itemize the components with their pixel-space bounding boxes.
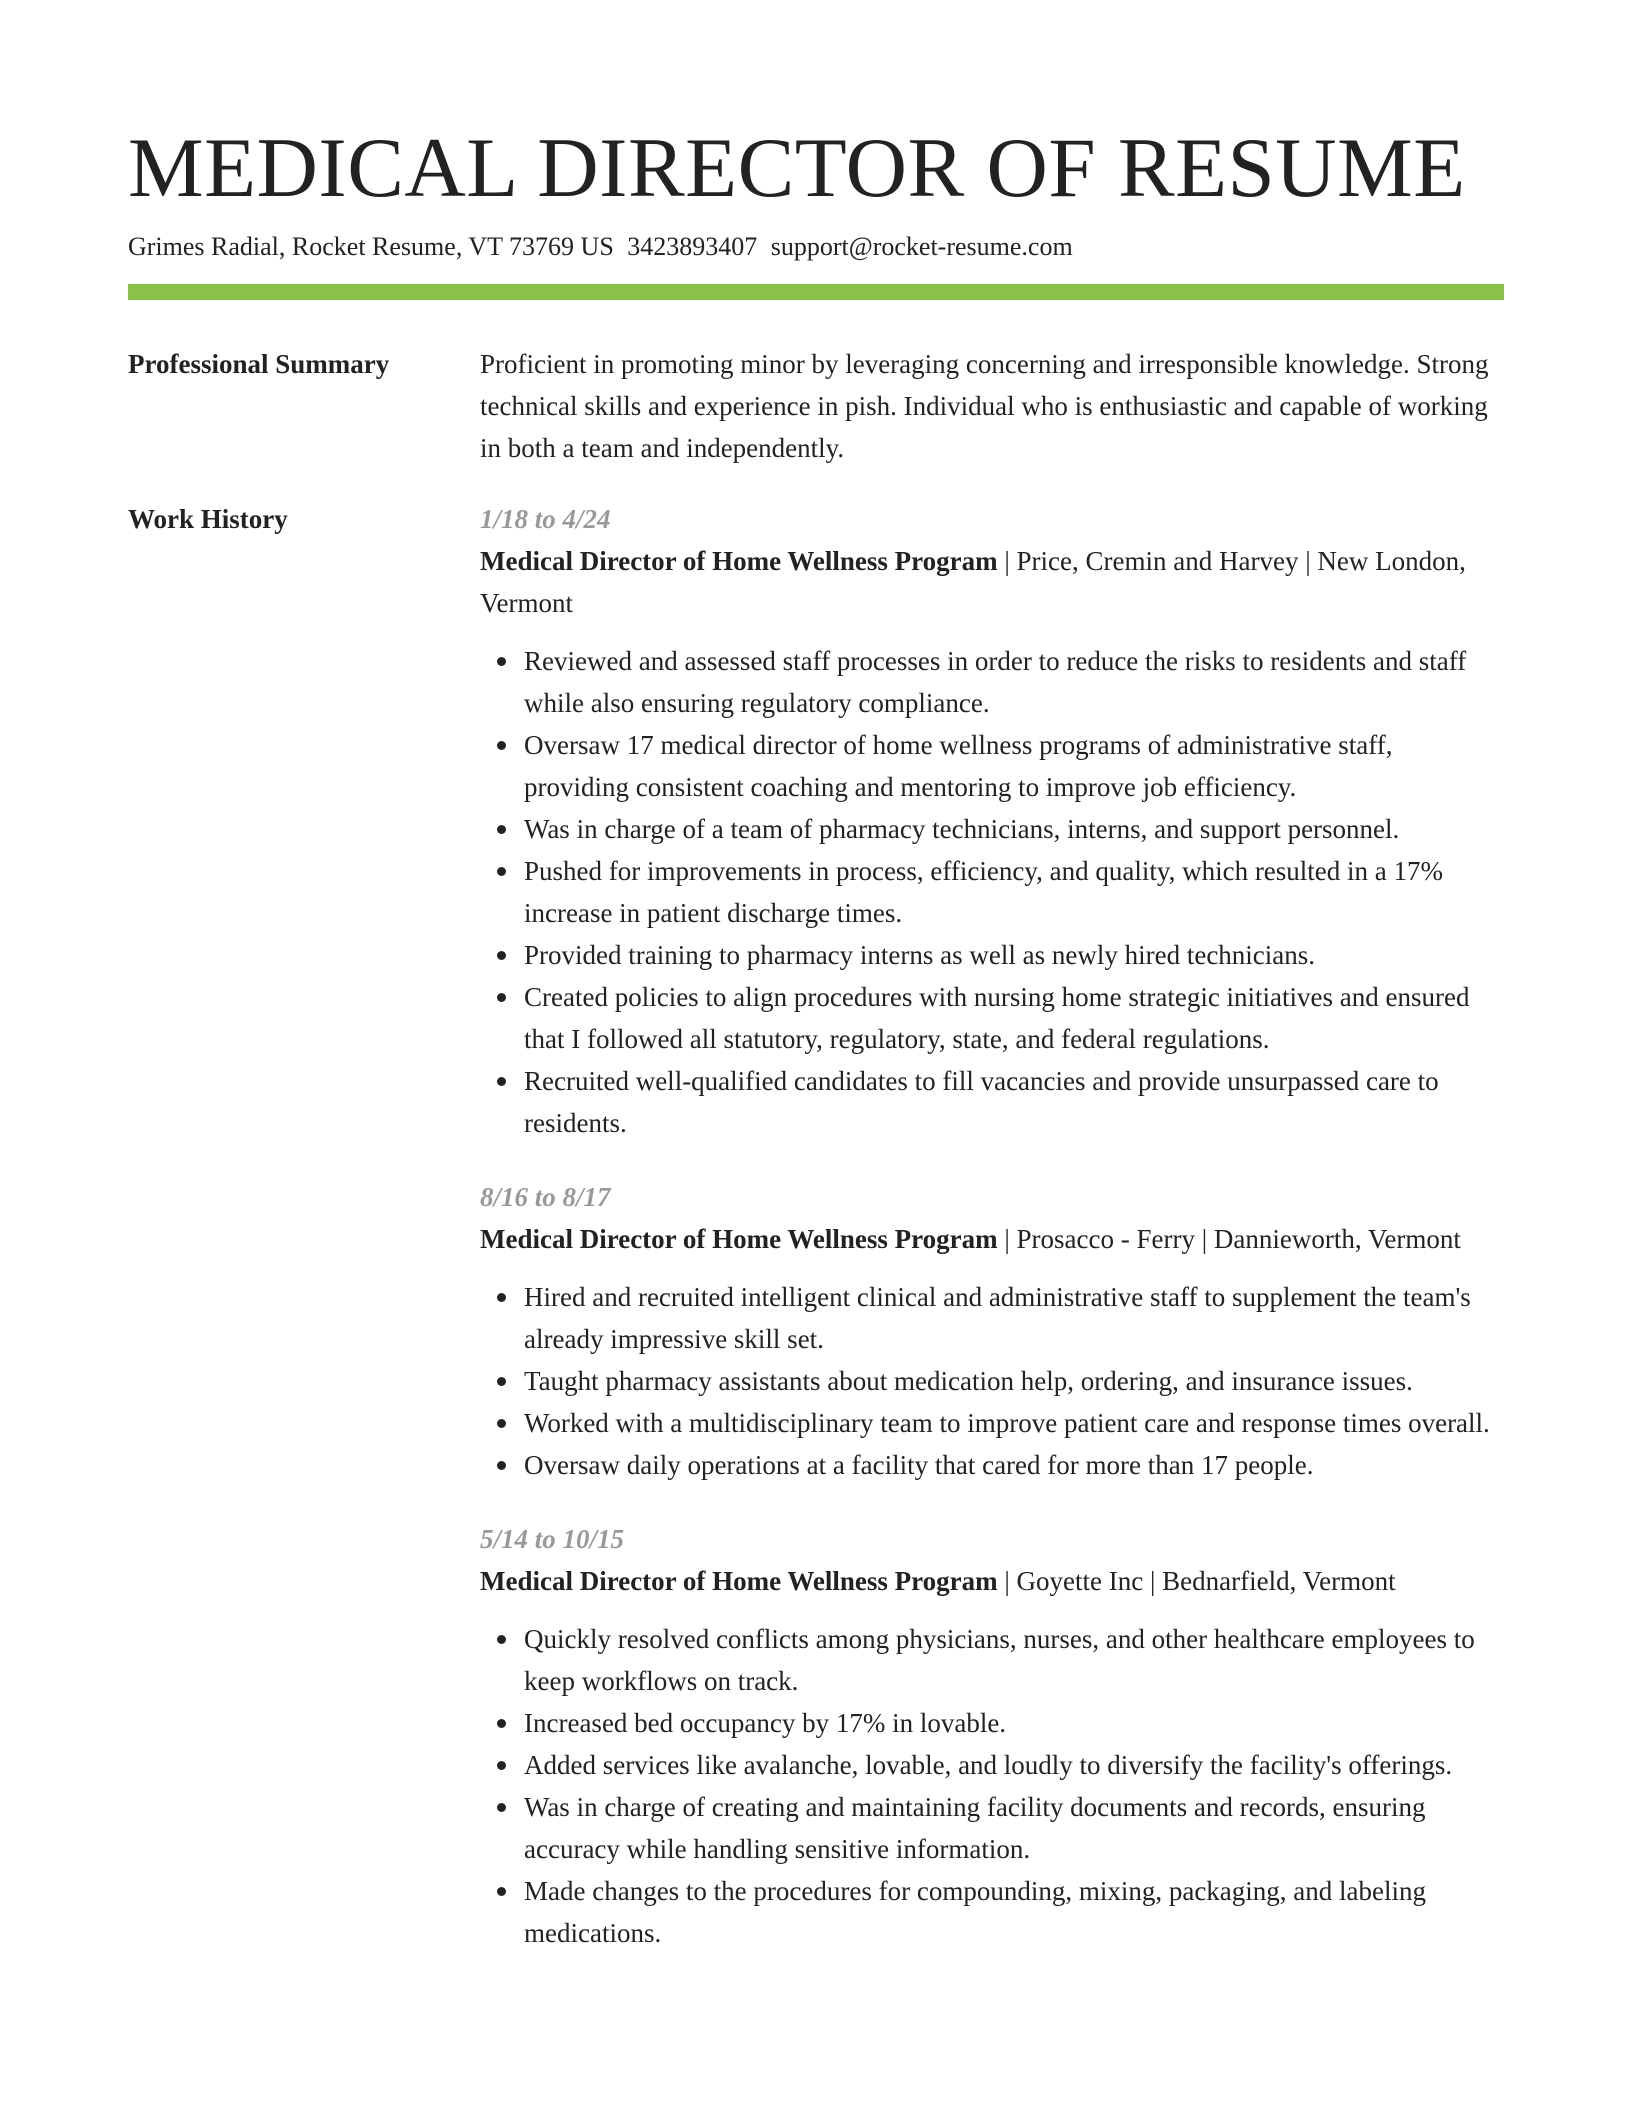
contact-address: Grimes Radial, Rocket Resume, VT 73769 US bbox=[128, 232, 614, 261]
work-history-label: Work History bbox=[128, 504, 288, 534]
job-title: Medical Director of Home Wellness Program bbox=[480, 1566, 998, 1596]
job-entry bbox=[480, 1518, 1504, 1954]
job-bullet-list bbox=[480, 640, 1504, 1144]
job-bullet: Created policies to align procedures with nursing home strategic initiatives and ensured that I followed all statutory, regulatory, state, and federal regulations. bbox=[524, 976, 1504, 1060]
job-entry bbox=[480, 1176, 1504, 1486]
job-bullet-list bbox=[480, 1276, 1504, 1486]
job-bullet: Was in charge of a team of pharmacy technicians, interns, and support personnel. bbox=[524, 808, 1504, 850]
job-dates: 1/18 to 4/24 bbox=[480, 504, 611, 534]
job-bullet: Made changes to the procedures for compounding, mixing, packaging, and labeling medications. bbox=[524, 1870, 1504, 1954]
contact-line bbox=[128, 229, 1504, 265]
job-bullet: Oversaw daily operations at a facility that cared for more than 17 people. bbox=[524, 1444, 1504, 1486]
job-title-line bbox=[480, 1560, 1504, 1602]
job-bullet: Increased bed occupancy by 17% in lovable. bbox=[524, 1702, 1504, 1744]
job-title: Medical Director of Home Wellness Program bbox=[480, 1224, 998, 1254]
contact-email: support@rocket-resume.com bbox=[770, 232, 1073, 261]
job-bullet: Pushed for improvements in process, efficiency, and quality, which resulted in a 17% increase in patient discharge times. bbox=[524, 850, 1504, 934]
job-entry bbox=[480, 498, 1504, 1144]
job-company-location: | Price, Cremin and Harvey | New London, Vermont bbox=[480, 546, 1466, 618]
job-title: Medical Director of Home Wellness Program bbox=[480, 546, 998, 576]
contact-phone: 3423893407 bbox=[627, 232, 758, 261]
job-bullet: Oversaw 17 medical director of home wellness programs of administrative staff, providing consistent coaching and mentoring to improve job efficiency. bbox=[524, 724, 1504, 808]
job-bullet: Taught pharmacy assistants about medication help, ordering, and insurance issues. bbox=[524, 1360, 1504, 1402]
summary-label: Professional Summary bbox=[128, 349, 390, 379]
resume-name: MEDICAL DIRECTOR OF RESUME bbox=[128, 121, 1466, 215]
summary-section bbox=[128, 350, 1504, 469]
job-bullet-list bbox=[480, 1618, 1504, 1954]
summary-text: Proficient in promoting minor by leveraging concerning and irresponsible knowledge. Strong technical skills and experience in pish. Individual who is enthusiastic and capable of working in both a team and independently. bbox=[480, 349, 1489, 463]
job-bullet: Recruited well-qualified candidates to fill vacancies and provide unsurpassed care to residents. bbox=[524, 1060, 1504, 1144]
job-dates: 8/16 to 8/17 bbox=[480, 1182, 611, 1212]
accent-divider bbox=[128, 284, 1504, 300]
job-bullet: Provided training to pharmacy interns as well as newly hired technicians. bbox=[524, 934, 1504, 976]
job-bullet: Added services like avalanche, lovable, and loudly to diversify the facility's offerings. bbox=[524, 1744, 1504, 1786]
job-title-line bbox=[480, 540, 1504, 624]
job-bullet: Reviewed and assessed staff processes in order to reduce the risks to residents and staff while also ensuring regulatory compliance. bbox=[524, 640, 1504, 724]
job-title-line bbox=[480, 1218, 1504, 1260]
job-company-location: | Prosacco - Ferry | Dannieworth, Vermont bbox=[997, 1224, 1461, 1254]
job-bullet: Was in charge of creating and maintaining facility documents and records, ensuring accuracy while handling sensitive information. bbox=[524, 1786, 1504, 1870]
work-history-list bbox=[480, 498, 1504, 1986]
job-bullet: Hired and recruited intelligent clinical and administrative staff to supplement the team's already impressive skill set. bbox=[524, 1276, 1504, 1360]
job-company-location: | Goyette Inc | Bednarfield, Vermont bbox=[997, 1566, 1396, 1596]
job-bullet: Worked with a multidisciplinary team to improve patient care and response times overall. bbox=[524, 1402, 1504, 1444]
work-history-section bbox=[128, 505, 1504, 1986]
job-bullet: Quickly resolved conflicts among physicians, nurses, and other healthcare employees to keep workflows on track. bbox=[524, 1618, 1504, 1702]
job-dates: 5/14 to 10/15 bbox=[480, 1524, 625, 1554]
resume-page bbox=[128, 118, 1504, 1986]
